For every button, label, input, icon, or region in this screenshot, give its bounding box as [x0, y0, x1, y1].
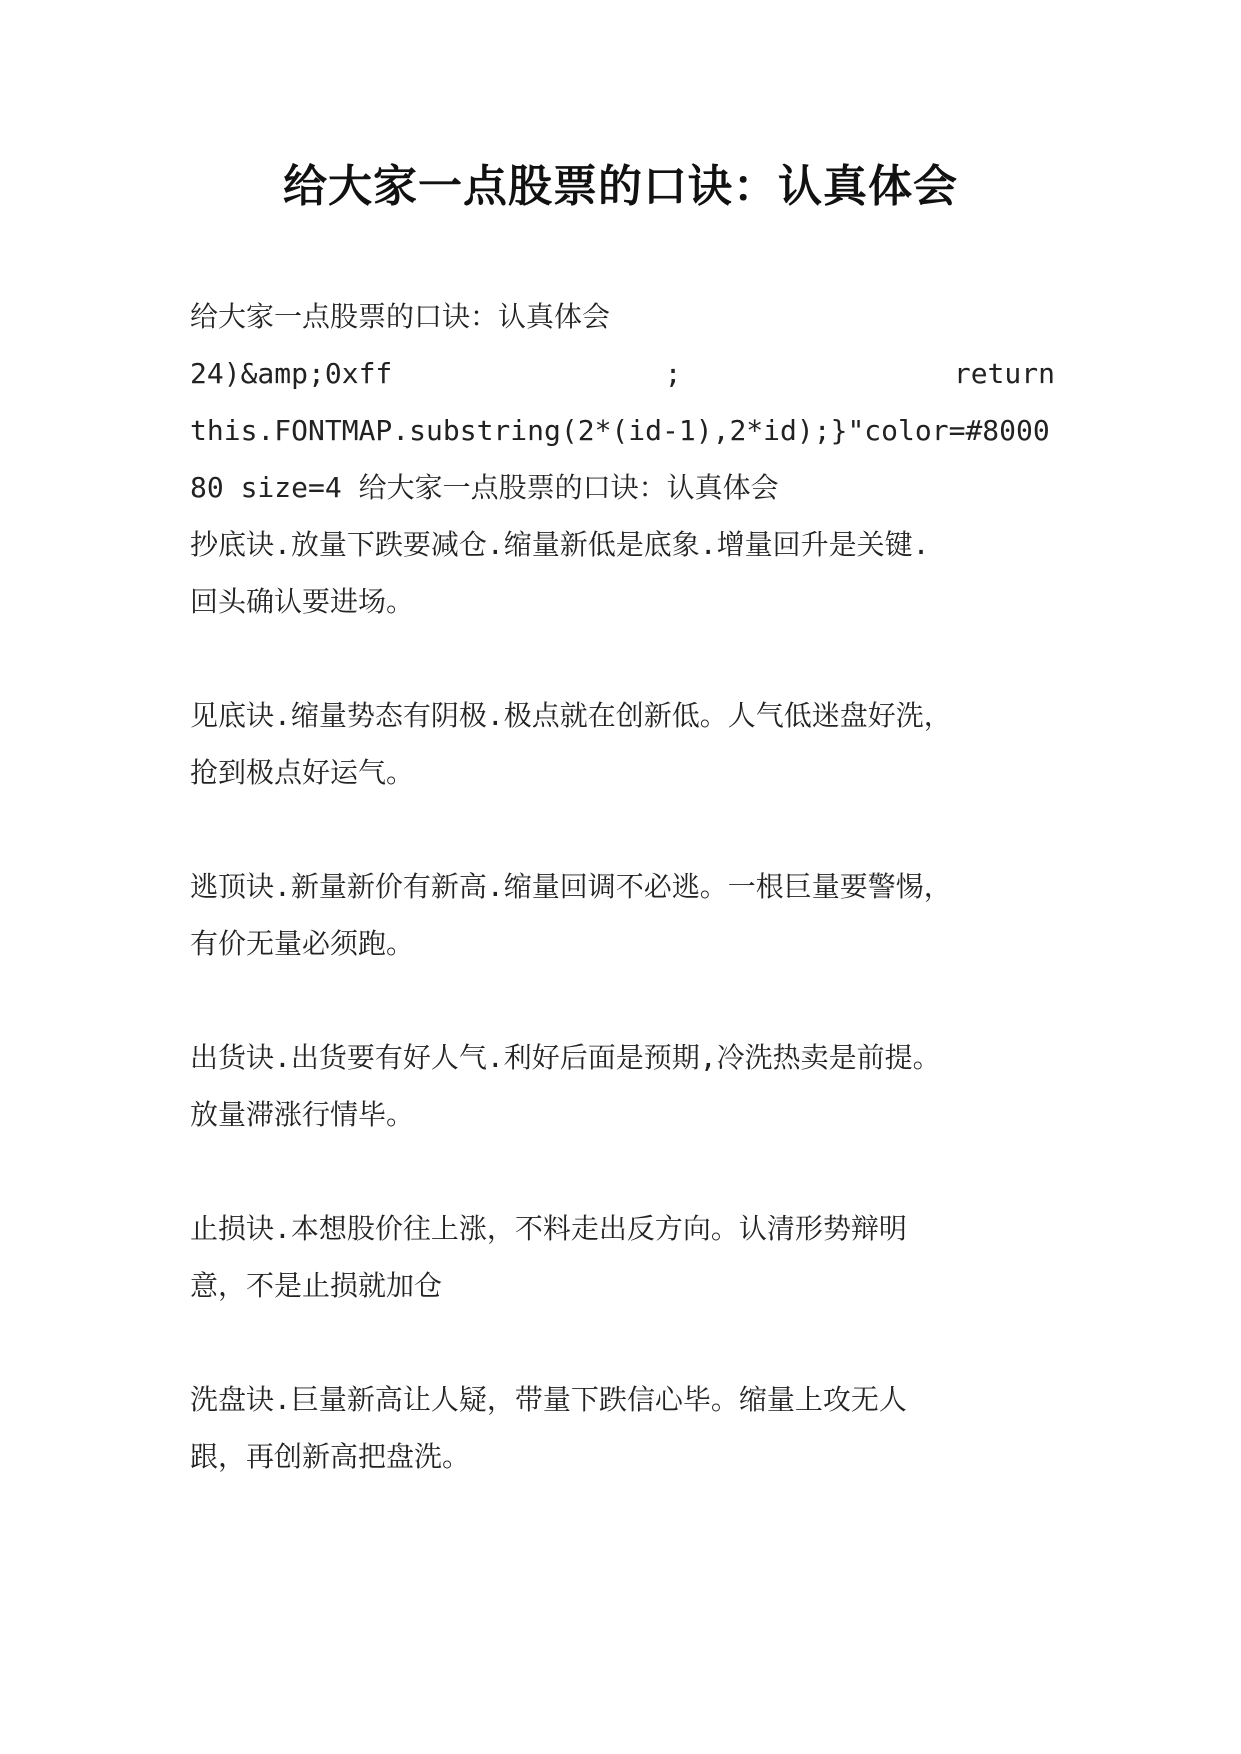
intro-block — [190, 288, 1055, 516]
paragraph-line: 洗盘诀.巨量新高让人疑，带量下跌信心毕。缩量上攻无人 — [190, 1383, 907, 1416]
document-body — [190, 288, 1055, 1542]
paragraph-line: 跟，再创新高把盘洗。 — [190, 1440, 471, 1473]
paragraph-zhisun — [190, 1200, 1055, 1314]
paragraph-line: 逃顶诀.新量新价有新高.缩量回调不必逃。一根巨量要警惕， — [190, 870, 952, 903]
paragraph-xipan — [190, 1371, 1055, 1485]
paragraph-line: 出货诀.出货要有好人气.利好后面是预期,冷洗热卖是前提。 — [190, 1041, 941, 1074]
paragraph-line: 见底诀.缩量势态有阴极.极点就在创新低。人气低迷盘好洗， — [190, 699, 952, 732]
intro-code-line: this.FONTMAP.substring(2*(id-1),2*id);}"color=#8000 — [190, 414, 1050, 447]
code-fragment: return — [953, 357, 1055, 390]
intro-line: 80 size=4 给大家一点股票的口诀：认真体会 — [190, 471, 779, 504]
code-fragment: ; — [664, 357, 682, 390]
code-fragment: 24)&amp;0xff — [190, 357, 393, 390]
intro-line: 给大家一点股票的口诀：认真体会 — [190, 300, 611, 333]
paragraph-line: 有价无量必须跑。 — [190, 927, 415, 960]
paragraph-taoding — [190, 858, 1055, 972]
paragraph-line: 抢到极点好运气。 — [190, 756, 415, 789]
intro-code-line — [190, 345, 1055, 402]
paragraph-line: 放量滞涨行情毕。 — [190, 1098, 415, 1131]
paragraph-jiandi — [190, 687, 1055, 801]
paragraph-chaodi — [190, 516, 1055, 630]
paragraph-line: 抄底诀.放量下跌要减仓.缩量新低是底象.增量回升是关键. — [190, 528, 930, 561]
paragraph-line: 意，不是止损就加仓 — [190, 1269, 443, 1302]
paragraph-line: 止损诀.本想股价往上涨，不料走出反方向。认清形势辩明 — [190, 1212, 907, 1245]
paragraph-line: 回头确认要进场。 — [190, 585, 415, 618]
paragraph-chuhuo — [190, 1029, 1055, 1143]
document-title: 给大家一点股票的口诀：认真体会 — [283, 161, 958, 212]
